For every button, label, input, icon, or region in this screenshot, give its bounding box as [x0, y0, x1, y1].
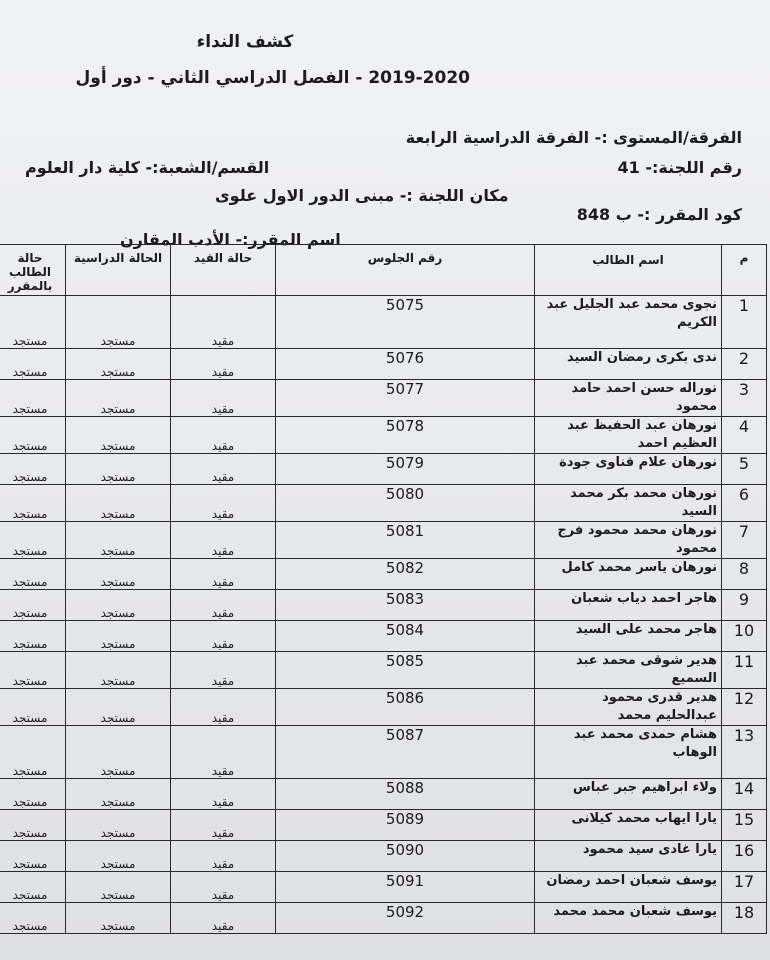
study-status: مستجد — [66, 454, 171, 485]
student-name: ولاء ابراهيم جبر عباس — [535, 779, 722, 810]
seat-number: 5086 — [276, 689, 535, 726]
registration-status: مقيد — [171, 779, 276, 810]
table-row — [0, 689, 767, 726]
table-row — [0, 810, 767, 841]
table-row — [0, 559, 767, 590]
row-number: 4 — [722, 417, 767, 454]
course-status: مستجد — [0, 726, 66, 779]
registration-status: مقيد — [171, 726, 276, 779]
header-course-status: حالة الطالب بالمقرر — [0, 245, 66, 296]
study-status: مستجد — [66, 652, 171, 689]
department-field: القسم/الشعبة:- كلية دار العلوم — [25, 158, 270, 177]
row-number: 14 — [722, 779, 767, 810]
registration-status: مقيد — [171, 841, 276, 872]
attendance-table — [0, 244, 767, 934]
student-name: نورهان ياسر محمد كامل — [535, 559, 722, 590]
course-status: مستجد — [0, 689, 66, 726]
course-status: مستجد — [0, 810, 66, 841]
row-number: 7 — [722, 522, 767, 559]
study-status: مستجد — [66, 841, 171, 872]
table-header-row — [0, 245, 767, 296]
row-number: 3 — [722, 380, 767, 417]
row-number: 12 — [722, 689, 767, 726]
course-status: مستجد — [0, 296, 66, 349]
seat-number: 5092 — [276, 903, 535, 934]
table-row — [0, 841, 767, 872]
row-number: 1 — [722, 296, 767, 349]
registration-status: مقيد — [171, 810, 276, 841]
row-number: 16 — [722, 841, 767, 872]
course-status: مستجد — [0, 903, 66, 934]
committee-place-field: مكان اللجنة :- مبنى الدور الاول علوى — [215, 186, 509, 205]
study-status: مستجد — [66, 296, 171, 349]
seat-number: 5083 — [276, 590, 535, 621]
table-row — [0, 903, 767, 934]
study-status: مستجد — [66, 903, 171, 934]
study-status: مستجد — [66, 726, 171, 779]
study-status: مستجد — [66, 485, 171, 522]
table-row — [0, 779, 767, 810]
study-status: مستجد — [66, 349, 171, 380]
table-row — [0, 590, 767, 621]
registration-status: مقيد — [171, 417, 276, 454]
course-status: مستجد — [0, 652, 66, 689]
table-row — [0, 417, 767, 454]
document-title: كشف النداء — [196, 32, 294, 52]
row-number: 11 — [722, 652, 767, 689]
seat-number: 5077 — [276, 380, 535, 417]
course-status: مستجد — [0, 621, 66, 652]
table-row — [0, 485, 767, 522]
course-status: مستجد — [0, 841, 66, 872]
student-name: ندى بكرى رمضان السيد — [535, 349, 722, 380]
registration-status: مقيد — [171, 621, 276, 652]
student-name: يارا ايهاب محمد كيلانى — [535, 810, 722, 841]
seat-number: 5075 — [276, 296, 535, 349]
row-number: 8 — [722, 559, 767, 590]
seat-number: 5079 — [276, 454, 535, 485]
study-status: مستجد — [66, 380, 171, 417]
seat-number: 5088 — [276, 779, 535, 810]
study-status: مستجد — [66, 810, 171, 841]
seat-number: 5082 — [276, 559, 535, 590]
course-code-field: كود المقرر :- ب 848 — [576, 205, 742, 224]
student-name: نورهان علام قناوى جودة — [535, 454, 722, 485]
registration-status: مقيد — [171, 872, 276, 903]
row-number: 13 — [722, 726, 767, 779]
registration-status: مقيد — [171, 590, 276, 621]
seat-number: 5089 — [276, 810, 535, 841]
table-row — [0, 349, 767, 380]
study-status: مستجد — [66, 621, 171, 652]
course-status: مستجد — [0, 485, 66, 522]
course-status: مستجد — [0, 349, 66, 380]
student-name: نورهان محمد بكر محمد السيد — [535, 485, 722, 522]
header-number: م — [722, 245, 767, 296]
seat-number: 5085 — [276, 652, 535, 689]
student-name: يوسف شعبان احمد رمضان — [535, 872, 722, 903]
student-name: هشام حمدى محمد عبد الوهاب — [535, 726, 722, 779]
header-registration-status: حالة القيد — [171, 245, 276, 296]
course-status: مستجد — [0, 590, 66, 621]
header-seat-number: رقم الجلوس — [276, 245, 535, 296]
registration-status: مقيد — [171, 559, 276, 590]
registration-status: مقيد — [171, 349, 276, 380]
row-number: 2 — [722, 349, 767, 380]
study-status: مستجد — [66, 689, 171, 726]
registration-status: مقيد — [171, 689, 276, 726]
committee-number-field: رقم اللجنة:- 41 — [617, 158, 742, 177]
row-number: 6 — [722, 485, 767, 522]
row-number: 15 — [722, 810, 767, 841]
seat-number: 5081 — [276, 522, 535, 559]
table-row — [0, 522, 767, 559]
seat-number: 5084 — [276, 621, 535, 652]
registration-status: مقيد — [171, 903, 276, 934]
seat-number: 5091 — [276, 872, 535, 903]
student-name: هاجر احمد دياب شعبان — [535, 590, 722, 621]
row-number: 10 — [722, 621, 767, 652]
header-student-name: اسم الطالب — [535, 245, 722, 296]
student-name: يارا غادى سيد محمود — [535, 841, 722, 872]
student-name: نجوى محمد عبد الجليل عبد الكريم — [535, 296, 722, 349]
header-study-status: الحالة الدراسية — [66, 245, 171, 296]
registration-status: مقيد — [171, 296, 276, 349]
student-name: هاجر محمد على السيد — [535, 621, 722, 652]
seat-number: 5076 — [276, 349, 535, 380]
term-line: 2019-2020 - الفصل الدراسي الثاني - دور أول — [75, 68, 470, 88]
table-row — [0, 621, 767, 652]
student-name: نوراله حسن احمد حامد محمود — [535, 380, 722, 417]
seat-number: 5090 — [276, 841, 535, 872]
course-status: مستجد — [0, 872, 66, 903]
level-field: الفرقة/المستوى :- الفرقة الدراسية الرابعة — [405, 128, 742, 147]
table-row — [0, 296, 767, 349]
table-row — [0, 454, 767, 485]
row-number: 17 — [722, 872, 767, 903]
course-status: مستجد — [0, 417, 66, 454]
registration-status: مقيد — [171, 454, 276, 485]
student-name: يوسف شعبان محمد محمد — [535, 903, 722, 934]
student-name: هدير قدرى محمود عبدالحليم محمد — [535, 689, 722, 726]
table-row — [0, 652, 767, 689]
study-status: مستجد — [66, 522, 171, 559]
study-status: مستجد — [66, 872, 171, 903]
student-name: نورهان عبد الحفيظ عبد العظيم احمد — [535, 417, 722, 454]
row-number: 9 — [722, 590, 767, 621]
study-status: مستجد — [66, 779, 171, 810]
student-name: هدير شوقى محمد عبد السميع — [535, 652, 722, 689]
course-status: مستجد — [0, 522, 66, 559]
course-status: مستجد — [0, 454, 66, 485]
table-row — [0, 726, 767, 779]
course-status: مستجد — [0, 559, 66, 590]
study-status: مستجد — [66, 559, 171, 590]
seat-number: 5080 — [276, 485, 535, 522]
study-status: مستجد — [66, 417, 171, 454]
seat-number: 5087 — [276, 726, 535, 779]
registration-status: مقيد — [171, 652, 276, 689]
row-number: 5 — [722, 454, 767, 485]
table-row — [0, 380, 767, 417]
registration-status: مقيد — [171, 485, 276, 522]
course-status: مستجد — [0, 380, 66, 417]
registration-status: مقيد — [171, 522, 276, 559]
student-name: نورهان محمد محمود فرج محمود — [535, 522, 722, 559]
course-name-field: اسم المقرر:- الأدب المقارن — [120, 230, 341, 249]
table-row — [0, 872, 767, 903]
seat-number: 5078 — [276, 417, 535, 454]
course-status: مستجد — [0, 779, 66, 810]
study-status: مستجد — [66, 590, 171, 621]
registration-status: مقيد — [171, 380, 276, 417]
row-number: 18 — [722, 903, 767, 934]
